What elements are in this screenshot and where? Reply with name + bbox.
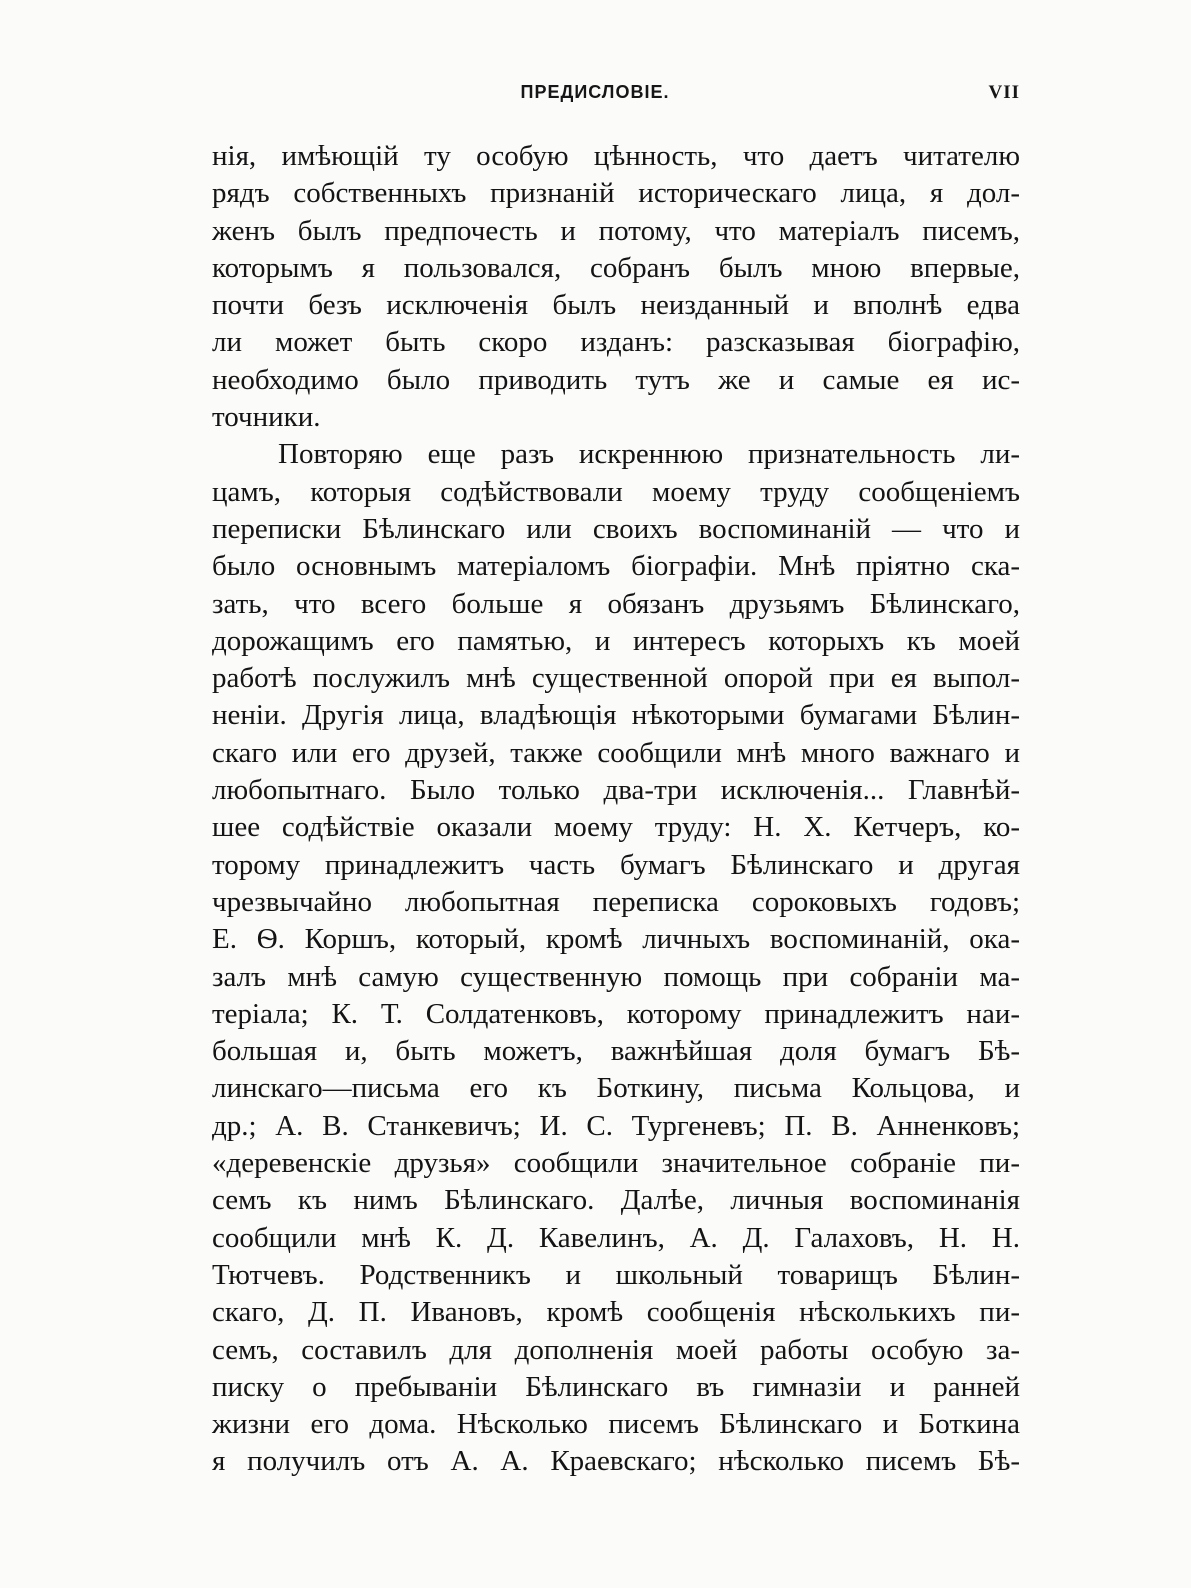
text-line: цамъ, которыя содѣйствовали моему труду сообщеніемъ xyxy=(212,475,1020,508)
text-line: необходимо было приводить тутъ же и самые ея ис- xyxy=(212,363,1020,396)
page-number: VII xyxy=(988,82,1020,103)
body-text xyxy=(212,138,1020,1481)
text-line: рядъ собственныхъ признаній историческаго лица, я дол- xyxy=(212,177,1020,210)
text-line: скаго, Д. П. Ивановъ, кромѣ сообщенія нѣсколькихъ пи- xyxy=(212,1296,1020,1329)
text-line: женъ былъ предпочесть и потому, что матеріалъ писемъ, xyxy=(212,214,1020,247)
running-title: ПРЕДИСЛОВІЕ. xyxy=(520,82,670,102)
text-line: я получилъ отъ А. А. Краевскаго; нѣсколько писемъ Бѣ- xyxy=(212,1445,1020,1478)
running-header xyxy=(210,82,1020,112)
text-line: любопытнаго. Было только два-три исключенія... Главнѣй- xyxy=(212,774,1020,807)
text-line: большая и, быть можетъ, важнѣйшая доля бумагъ Бѣ- xyxy=(212,1035,1020,1068)
text-line: Повторяю еще разъ искреннюю признательность ли- xyxy=(278,438,1020,471)
text-line: жизни его дома. Нѣсколько писемъ Бѣлинскаго и Боткина xyxy=(212,1408,1020,1441)
text-line: Тютчевъ. Родственникъ и школьный товарищъ Бѣлин- xyxy=(212,1258,1020,1291)
text-line: нія, имѣющій ту особую цѣнность, что даетъ читателю xyxy=(212,140,1020,172)
text-line: скаго или его друзей, также сообщили мнѣ много важнаго и xyxy=(212,736,1020,769)
text-line: неніи. Другія лица, владѣющія нѣкоторыми бумагами Бѣлин- xyxy=(212,699,1020,732)
text-line: ли может быть скоро изданъ: разсказывая біографію, xyxy=(212,326,1020,359)
text-line: семъ, составилъ для дополненія моей работы особую за- xyxy=(212,1333,1020,1366)
text-line: сообщили мнѣ К. Д. Кавелинъ, А. Д. Галаховъ, Н. Н. xyxy=(212,1221,1020,1254)
text-line: которымъ я пользовался, собранъ былъ мною впервые, xyxy=(212,251,1020,284)
text-line: работѣ послужилъ мнѣ существенной опорой при ея выпол- xyxy=(212,662,1020,695)
text-line: было основнымъ матеріаломъ біографіи. Мнѣ пріятно ска- xyxy=(212,550,1020,583)
text-line: точники. xyxy=(212,401,321,434)
text-line: чрезвычайно любопытная переписка сороковыхъ годовъ; xyxy=(212,885,1020,918)
text-line: дорожащимъ его памятью, и интересъ которыхъ къ моей xyxy=(212,624,1020,657)
text-line: линскаго—письма его къ Боткину, письма Кольцова, и xyxy=(212,1072,1020,1105)
text-line: теріала; К. Т. Солдатенковъ, которому принадлежитъ наи- xyxy=(212,997,1020,1030)
text-line: семъ къ нимъ Бѣлинскаго. Далѣе, личныя воспоминанія xyxy=(212,1184,1020,1217)
text-line: шее содѣйствіе оказали моему труду: Н. X. Кетчеръ, ко- xyxy=(212,811,1020,844)
text-line: «деревенскіе друзья» сообщили значительное собраніе пи- xyxy=(212,1147,1020,1180)
text-line: Е. Ѳ. Коршъ, который, кромѣ личныхъ воспоминаній, ока- xyxy=(212,923,1020,956)
text-line: др.; А. В. Станкевичъ; И. С. Тургеневъ; П. В. Анненковъ; xyxy=(212,1109,1020,1142)
text-line: переписки Бѣлинскаго или своихъ воспоминаній — что и xyxy=(212,512,1020,545)
text-line: писку о пребываніи Бѣлинскаго въ гимназіи и ранней xyxy=(212,1370,1020,1403)
text-line: торому принадлежитъ часть бумагъ Бѣлинскаго и другая xyxy=(212,848,1020,881)
text-line: почти безъ исключенія былъ неизданный и вполнѣ едва xyxy=(212,289,1020,322)
text-line: залъ мнѣ самую существенную помощь при собраніи ма- xyxy=(212,960,1020,993)
text-line: зать, что всего больше я обязанъ друзьямъ Бѣлинскаго, xyxy=(212,587,1020,620)
